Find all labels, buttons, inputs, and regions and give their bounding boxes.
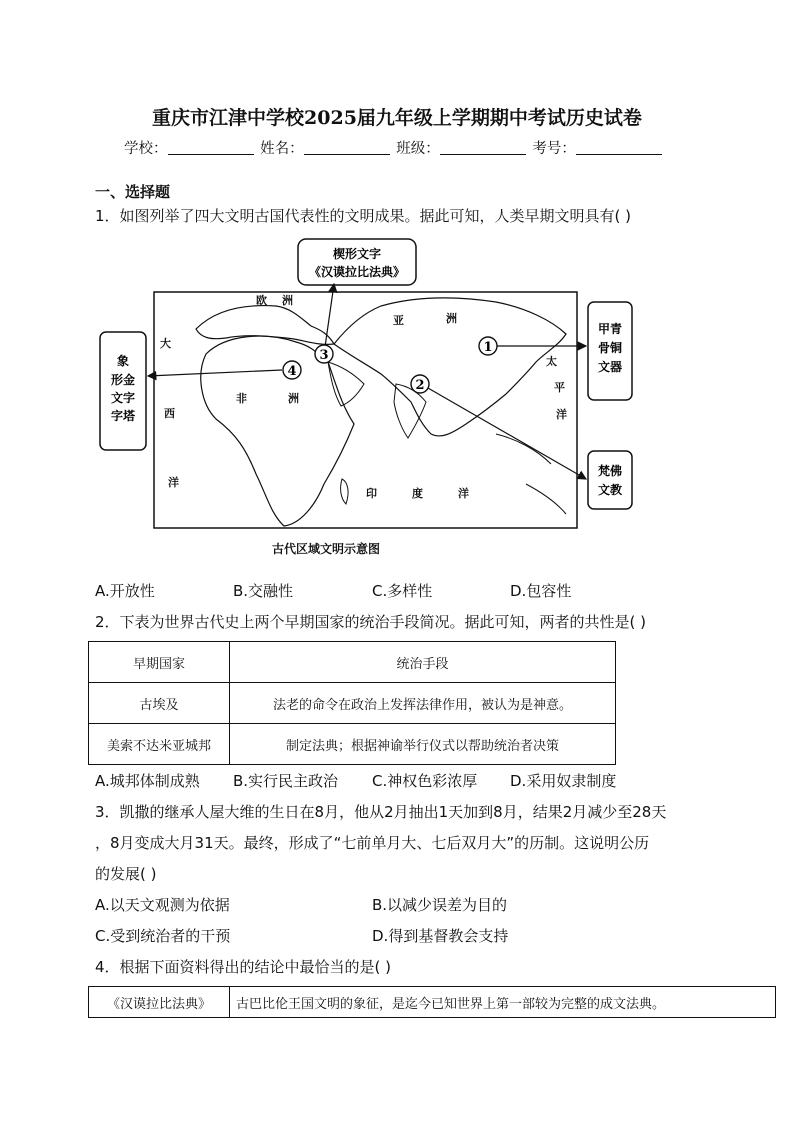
table-header-cell: 早期国家 [89,642,230,683]
marker-3-label: 3 [319,348,329,363]
marker-1-label: 1 [483,340,493,355]
sea-asia-outline [496,434,566,514]
label-indian-3: 洋 [458,487,469,500]
school-label: 学校： [124,141,168,157]
q1-map-figure [96,234,636,564]
label-atlantic-3: 洋 [168,476,179,489]
oracle-box-line3: 文器 [597,360,623,374]
number-label: 考号： [532,141,576,157]
q3-stem-line-2: ，8月变成大月31天。最终，形成了“七前单月大、七后双月大”的历制。这说明公历 [95,834,650,852]
q3-stem-line-3: 的发展( ) [95,865,157,883]
label-atlantic-1: 大 [160,337,171,350]
label-africa-1: 非 [236,392,247,405]
sanskrit-buddhism-box [588,451,632,509]
q3-option-a[interactable]: A.以天文观测为依据 [95,896,230,914]
table-cell: 《汉谟拉比法典》 [89,987,230,1018]
arabia-outline [328,362,364,406]
q2-option-d[interactable]: D.采用奴隶制度 [510,772,617,790]
madagascar-outline [341,479,348,504]
class-blank[interactable] [440,140,526,155]
q1-option-a[interactable]: A.开放性 [95,582,155,600]
q2-option-a[interactable]: A.城邦体制成熟 [95,772,200,790]
cuneiform-box-line1: 楔形文字 [332,247,382,261]
hiero-box-line3: 文字 [110,391,136,405]
q3-option-b[interactable]: B.以减少误差为目的 [372,896,508,914]
world-map-svg [96,234,636,564]
label-indian-2: 度 [412,487,423,500]
marker-4-label: 4 [287,364,297,379]
map-caption: 古代区域文明示意图 [272,542,381,556]
q4-stem: 4．根据下面资料得出的结论中最恰当的是( ) [95,958,392,976]
label-atlantic-2: 西 [164,407,175,420]
label-asia-2: 洲 [446,312,457,325]
q3-stem-line-1: 3．凯撒的继承人屋大维的生日在8月，他从2月抽出1天加到8月，结果2月减少至28天 [95,803,667,821]
label-pacific-1: 太 [546,355,557,368]
table-cell: 制定法典；根据神谕举行仪式以帮助统治者决策 [230,724,616,765]
marker-2-label: 2 [415,378,425,393]
student-info-row [124,137,664,158]
q2-stem: 2．下表为世界古代史上两个早期国家的统治手段简况。据此可知，两者的共性是( ) [95,613,647,631]
hiero-box-line4: 字塔 [110,409,136,423]
sanskrit-box-line2: 文教 [597,483,623,497]
school-blank[interactable] [168,140,254,155]
label-pacific-2: 平 [554,381,565,394]
page-title: 重庆市江津中学校2025届九年级上学期期中考试历史试卷 [152,107,642,129]
table-cell: 古巴比伦王国文明的象征，是迄今已知世界上第一部较为完整的成文法典。 [230,987,776,1018]
q1-option-c[interactable]: C.多样性 [372,582,433,600]
table-row [89,724,616,765]
cuneiform-box-line2: 《汉谟拉比法典》 [308,265,406,279]
q3-option-d[interactable]: D.得到基督教会支持 [372,927,509,945]
oracle-box-line1: 甲青 [597,322,623,336]
number-blank[interactable] [576,140,662,155]
sanskrit-box-line1: 梵佛 [597,464,623,478]
africa-outline [201,336,354,526]
arrow-4-to-left [148,370,282,376]
table-cell: 美索不达米亚城邦 [89,724,230,765]
arrow-2-to-right [421,384,586,479]
europe-outline [196,306,334,345]
class-label: 班级： [396,141,440,157]
label-africa-2: 洲 [288,392,299,405]
table-row [89,683,616,724]
label-indian-1: 印 [366,487,377,500]
hiero-box-line1: 象 [116,354,130,368]
label-europe-1: 欧 [256,294,267,307]
table-header-cell: 统治手段 [230,642,616,683]
table-cell: 古埃及 [89,683,230,724]
q2-option-c[interactable]: C.神权色彩浓厚 [372,772,478,790]
q2-option-b[interactable]: B.实行民主政治 [233,772,339,790]
section-heading: 一、选择题 [95,183,171,201]
name-label: 姓名： [260,141,304,157]
q1-option-b[interactable]: B.交融性 [233,582,294,600]
oracle-box-line2: 骨铜 [597,341,623,355]
arrow-3-to-top [324,284,334,354]
table-row [89,987,776,1018]
name-blank[interactable] [304,140,390,155]
q1-stem: 1．如图列举了四大文明古国代表性的文明成果。据此可知，人类早期文明具有( ) [95,207,632,225]
label-asia-1: 亚 [393,314,404,327]
table-cell: 法老的命令在政治上发挥法律作用，被认为是神意。 [230,683,616,724]
label-pacific-3: 洋 [556,408,567,421]
q4-table [88,986,776,1018]
label-europe-2: 洲 [282,294,293,307]
q1-option-d[interactable]: D.包容性 [510,582,572,600]
hiero-box-line2: 形金 [110,373,136,387]
q2-table [88,641,616,765]
table-header-row [89,642,616,683]
q3-option-c[interactable]: C.受到统治者的干预 [95,927,231,945]
